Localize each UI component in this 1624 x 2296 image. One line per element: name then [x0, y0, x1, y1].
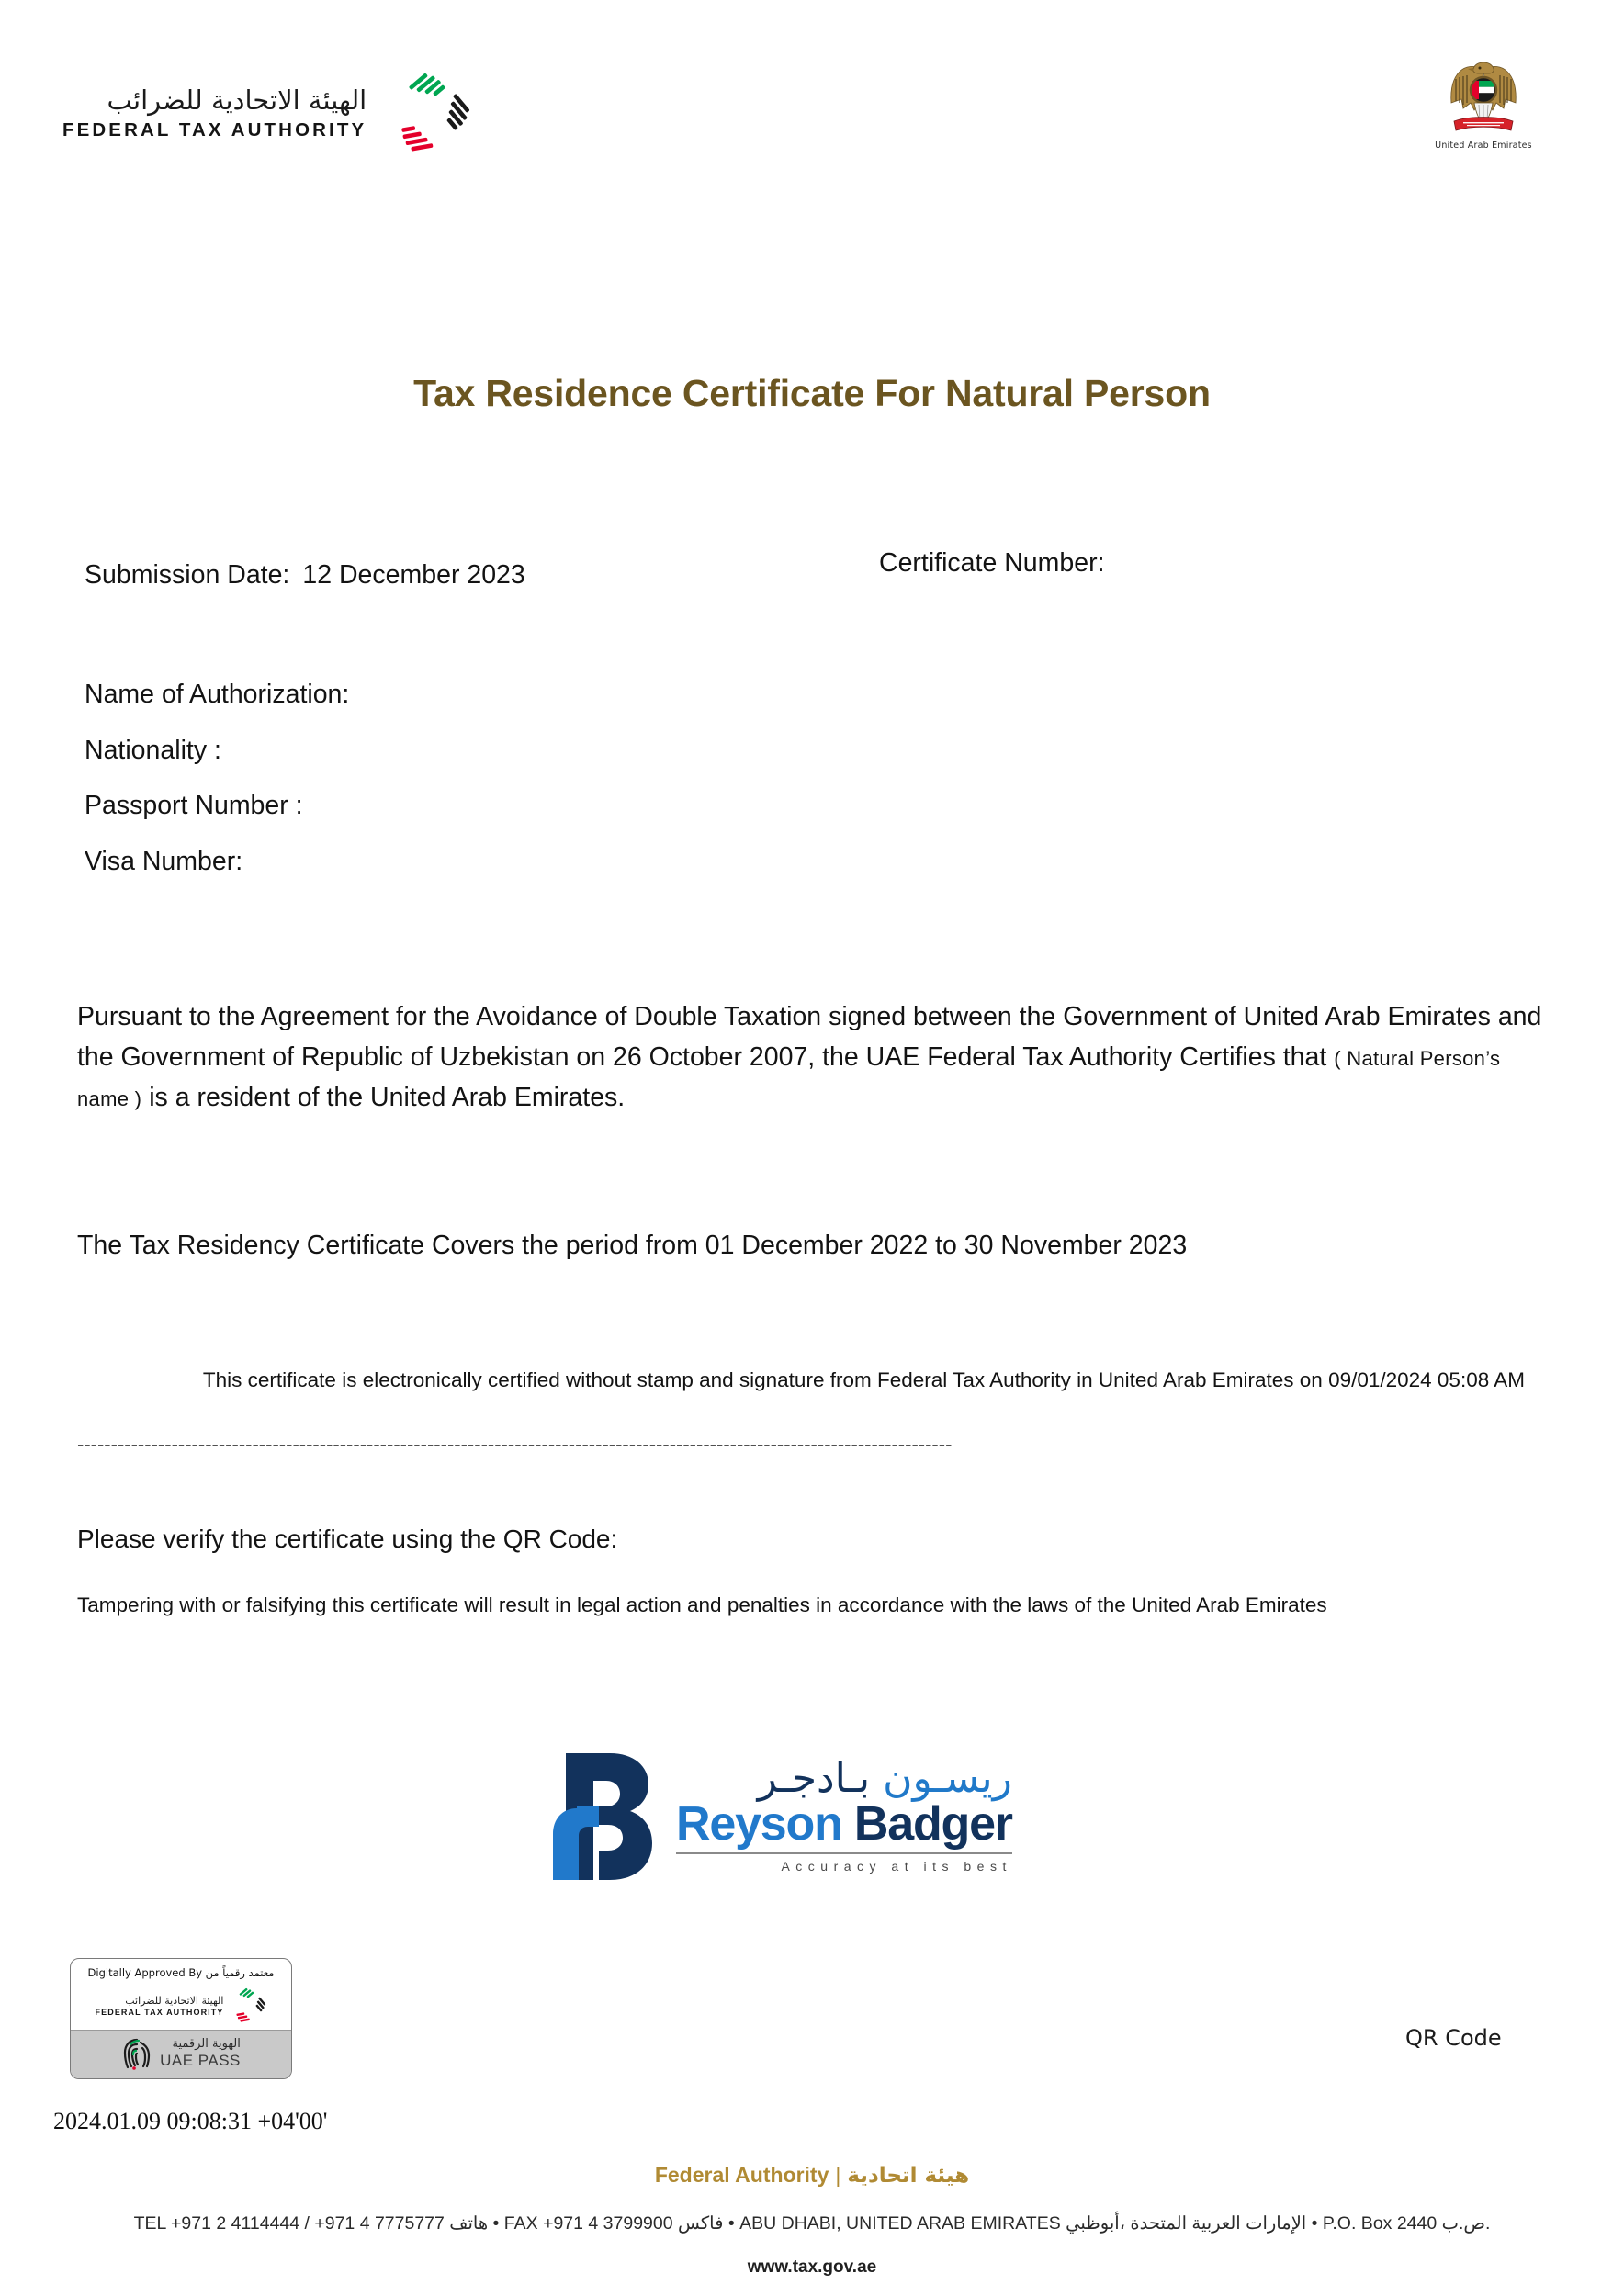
stamp-approved-english: Digitally Approved By [87, 1966, 203, 1979]
stamp-fta-arabic: الهيئة الاتحادية للضرائب [125, 1994, 224, 2007]
stamp-fta-text [96, 1996, 224, 2017]
tampering-warning-text: Tampering with or falsifying this certificate will result in legal action and penalties in accordance with the laws of the United Arab Emirates [77, 1593, 1327, 1616]
holder-details-block [85, 681, 911, 904]
field-label: Passport Number : [85, 791, 303, 820]
reyson-badger-b-icon [542, 1748, 660, 1885]
page-title: Tax Residence Certificate For Natural Person [413, 372, 1211, 414]
reyson-badger-text [676, 1755, 1012, 1874]
stamp-fta-logo [78, 1987, 284, 2024]
field-label: Name of Authorization: [85, 680, 350, 709]
footer-address: TEL +971 2 4114444 / +971 4 7775777 هاتف • FAX +971 4 3799900 فاكس • ABU DHABI, UNITED ARAB EMIRATES الإمارات العربية المتحدة ،أبوظبي • P.O. Box 2440 ص.ب. [133, 2213, 1491, 2234]
fingerprint-icon [121, 2035, 152, 2072]
reyson-badger-logo [542, 1736, 1093, 1896]
field-nationality [85, 737, 911, 764]
uae-pass-text [160, 2038, 241, 2069]
stamp-top-section [71, 1959, 291, 2030]
electronic-certification-text: This certificate is electronically certified without stamp and signature from Federal Tax Authority in United Arab Emirates on [202, 1368, 1323, 1391]
reyson-badger-tagline: Accuracy at its best [781, 1858, 1012, 1874]
certificate-number-label: Certificate Number: [879, 548, 1105, 578]
stamp-fta-swirl-icon [230, 1987, 266, 2024]
page-header [0, 0, 1624, 220]
certification-paragraph-part1: Pursuant to the Agreement for the Avoidance of Double Taxation signed between the Government of United Arab Emirates and the Government of Republic of Uzbekistan on 26 October 2007, the UAE Federal Tax Authority Certifies that [77, 1002, 1542, 1073]
certificate-meta-row [85, 548, 1545, 597]
natural-person-name-placeholder: ( Natural Person’s name ) [77, 1047, 1501, 1111]
reyson-badger-name-first: Reyson [676, 1797, 842, 1851]
field-label: Visa Number: [85, 846, 243, 876]
signature-timestamp: 2024.01.09 09:08:31 +04'00' [53, 2108, 328, 2134]
reyson-badger-arabic [676, 1755, 1012, 1803]
submission-date-field [85, 560, 525, 591]
reyson-badger-name-second: Badger [853, 1797, 1012, 1851]
stamp-approved-arabic: معتمد رقمياً من [205, 1966, 275, 1979]
footer-website-url: www.tax.gov.ae [747, 2257, 877, 2277]
electronic-certification-datetime: 09/01/2024 05:08 AM [1328, 1368, 1525, 1391]
uae-falcon-icon [1439, 57, 1528, 138]
field-name-of-authorization [85, 681, 911, 708]
footer-authority-english: Federal Authority [654, 2163, 829, 2187]
qr-code-label: QR Code [1405, 2025, 1502, 2051]
uae-emblem-caption: United Arab Emirates [1435, 141, 1532, 151]
submission-date-value: 12 December 2023 [302, 560, 525, 590]
footer-separator: | [835, 2163, 841, 2187]
footer-authority-line [0, 2163, 1624, 2188]
certificate-number-field [879, 548, 1114, 579]
reyson-badger-arabic-light: ريسـون [883, 1755, 1012, 1803]
verify-instruction-text: Please verify the certificate using the QR Code: [77, 1525, 618, 1553]
electronic-certification-note [77, 1364, 1525, 1397]
uae-emblem [1433, 57, 1534, 151]
submission-date-label: Submission Date: [85, 560, 290, 590]
certification-paragraph-part2: is a resident of the United Arab Emirates. [149, 1083, 626, 1113]
fta-logo-arabic: الهيئة الاتحادية للضرائب [107, 84, 367, 117]
fta-swirl-icon [387, 72, 471, 156]
reyson-badger-rule [676, 1852, 1012, 1854]
page-footer [0, 2163, 1624, 2278]
coverage-period-text: The Tax Residency Certificate Covers the period from 01 December 2022 to 30 November 2023 [77, 1231, 1188, 1260]
uae-pass-digital-stamp [70, 1958, 292, 2079]
field-label: Nationality : [85, 735, 221, 765]
field-passport-number [85, 793, 911, 819]
stamp-approved-line [78, 1966, 284, 1979]
certification-paragraph [77, 996, 1549, 1119]
footer-authority-arabic: هيئة اتحادية [847, 2164, 970, 2188]
fta-logo-english: FEDERAL TAX AUTHORITY [62, 119, 367, 141]
stamp-fta-english: FEDERAL TAX AUTHORITY [95, 2007, 224, 2017]
uae-pass-english: UAE PASS [160, 2051, 241, 2069]
federal-tax-authority-logo [62, 72, 471, 156]
uae-pass-arabic: الهوية الرقمية [172, 2036, 241, 2051]
fta-logo-text [62, 84, 367, 141]
field-visa-number [85, 846, 911, 876]
reyson-badger-arabic-dark: بـادجـر [757, 1755, 871, 1803]
dashed-divider: ---------------------------------------------------------------------------------------------------------------------------------- [77, 1433, 953, 1456]
reyson-badger-name [676, 1799, 1012, 1850]
stamp-uae-pass-section [71, 2030, 291, 2078]
